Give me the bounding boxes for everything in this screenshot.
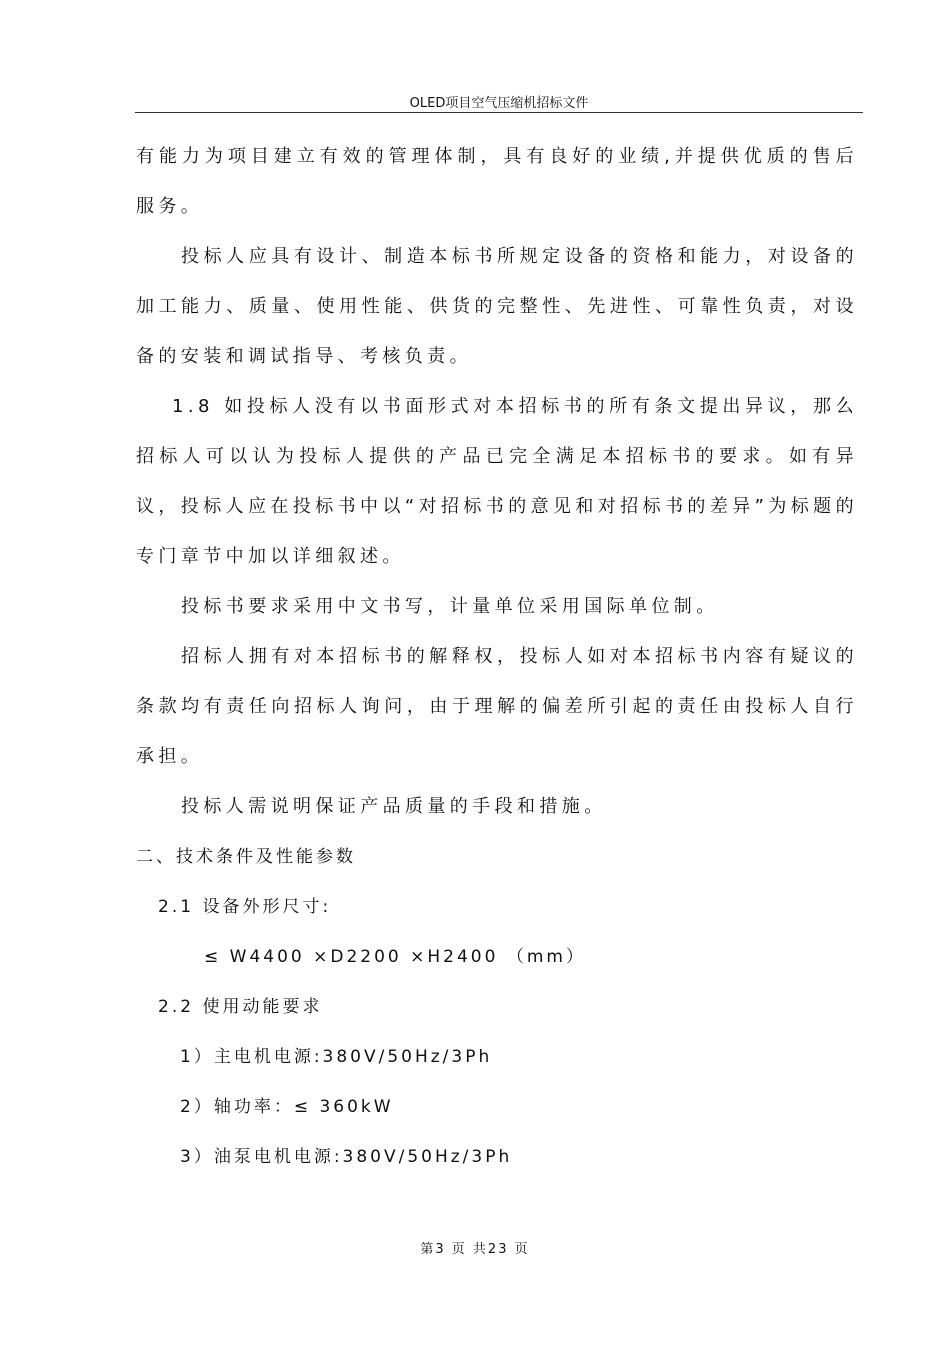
header-divider	[135, 112, 863, 113]
list-item: 2）轴功率：≤ 360kW	[180, 1097, 394, 1117]
subsection-dimensions: 2.1 设备外形尺寸:	[158, 897, 332, 917]
paragraph-quality-assurance: 投标人需说明保证产品质量的手段和措施。	[181, 796, 607, 817]
paragraph-language-units: 投标书要求采用中文书写，计量单位采用国际单位制。	[181, 596, 719, 617]
paragraph-interpretation-right: 招标人拥有对本招标书的解释权，投标人如对本招标书内容有疑议的条款均有责任向招标人询问，由于理解的偏差所引起的责任由投标人自行承担。	[136, 646, 858, 767]
document-body	[136, 132, 858, 1182]
paragraph-objection-clause: 1.8 如投标人没有以书面形式对本招标书的所有条文提出异议，那么招标人可以认为投标人提供的产品已完全满足本招标书的要求。如有异议，投标人应在投标书中以“对招标书的意见和对招标书的差异”为标题的专门章节中加以详细叙述。	[136, 396, 858, 567]
dimensions-value: ≤ W4400 ×D2200 ×H2400 （mm）	[204, 947, 586, 967]
page-number: 第3 页 共23 页	[420, 1242, 530, 1257]
subsection-energy-requirements: 2.2 使用动能要求	[158, 997, 323, 1017]
list-item: 3）油泵电机电源:380V/50Hz/3Ph	[180, 1147, 513, 1167]
paragraph-bidder-capability: 投标人应具有设计、制造本标书所规定设备的资格和能力，对设备的加工能力、质量、使用性能、供货的完整性、先进性、可靠性负责，对设备的安装和调试指导、考核负责。	[136, 246, 858, 367]
paragraph-qualification-cont: 有能力为项目建立有效的管理体制，具有良好的业绩,并提供优质的售后服务。	[136, 146, 858, 217]
section-heading-technical: 二、技术条件及性能参数	[136, 847, 356, 867]
document-header: OLED项目空气压缩机招标文件	[409, 96, 589, 111]
list-item: 1）主电机电源:380V/50Hz/3Ph	[180, 1047, 493, 1067]
